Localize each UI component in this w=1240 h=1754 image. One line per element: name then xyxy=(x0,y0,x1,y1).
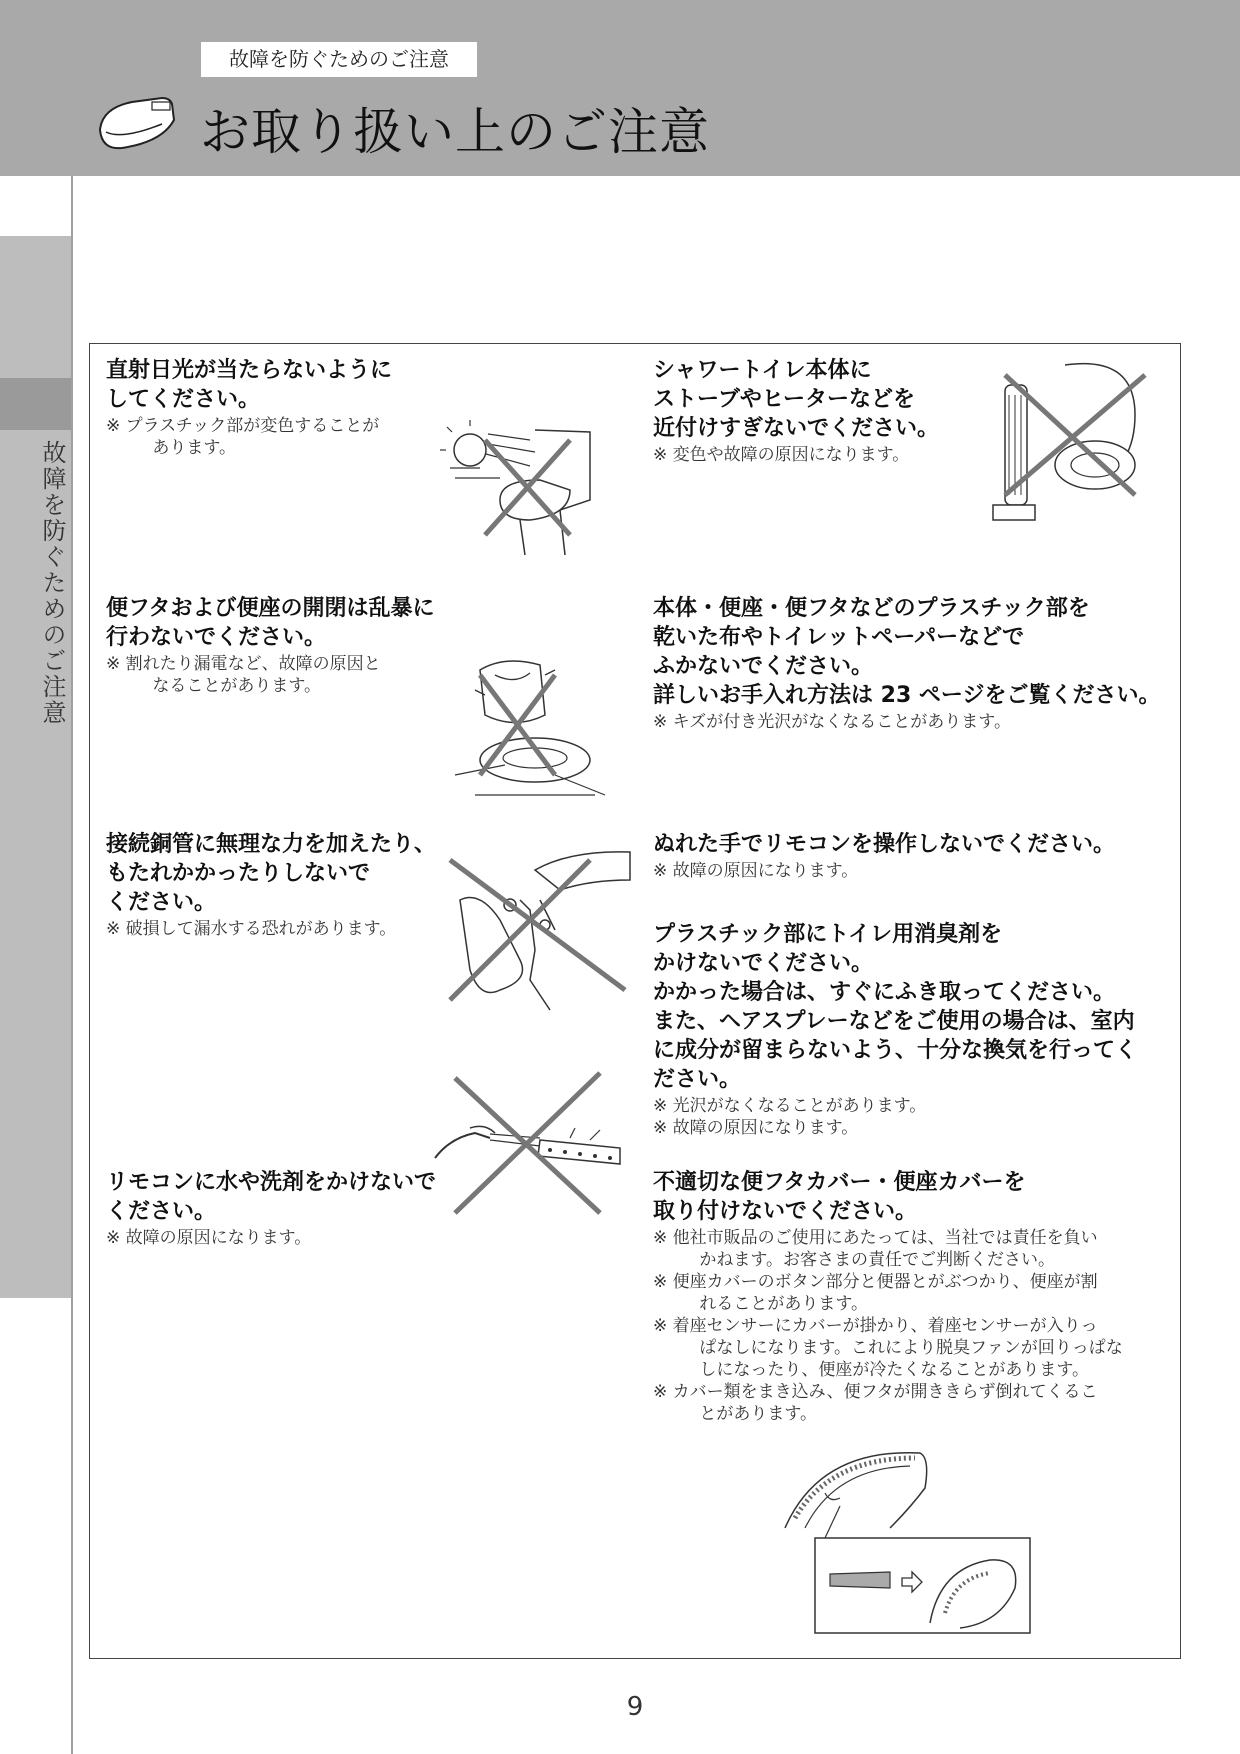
notice-note: ※ 故障の原因になります。 xyxy=(653,1118,859,1138)
notice-note: ※ 割れたり漏電など、故障の原因と なることがあります。 xyxy=(106,654,381,696)
notice-heading: プラスチック部にトイレ用消臭剤を かけないでください。 かかった場合は、すぐにふき取ってください。 また、ヘアスプレーなどをご使用の場合は、室内 に成分が留まらないよう、十分な換気を行ってく ださい。 xyxy=(653,922,1138,1092)
section-label: 故障を防ぐためのご注意 xyxy=(201,42,477,77)
notice-note: ※ 故障の原因になります。 xyxy=(653,861,859,881)
notice-deodorant xyxy=(653,920,1173,1139)
notice-wiping xyxy=(653,594,1173,733)
notice-note: ※ 便座カバーのボタン部分と便器とがぶつかり、便座が割 れることがあります。 xyxy=(653,1272,1098,1314)
page-number: 9 xyxy=(626,1692,644,1722)
water-on-remote-illustration xyxy=(430,1068,625,1218)
toilet-seat-logo-icon xyxy=(92,90,202,160)
margin-rule xyxy=(71,176,73,1754)
notice-note: ※ カバー類をまき込み、便フタが開ききらず倒れてくるこ とがあります。 xyxy=(653,1382,1098,1424)
notice-notes xyxy=(653,1095,1173,1139)
notice-heading: 直射日光が当たらないように してください。 xyxy=(106,358,393,412)
notice-heater xyxy=(653,356,983,466)
notice-covers xyxy=(653,1168,1173,1425)
side-tab-label: 故障を防ぐためのご注意 xyxy=(38,440,66,726)
notice-heading: 便フタおよび便座の開閉は乱暴に 行わないでください。 xyxy=(106,596,435,650)
seat-cover-illustration xyxy=(780,1448,1035,1638)
notice-note: ※ プラスチック部が変色することが あります。 xyxy=(106,416,380,458)
notice-wet-hands xyxy=(653,830,1173,882)
notice-notes xyxy=(653,860,1173,882)
notice-note: ※ キズが付き光沢がなくなることがあります。 xyxy=(653,712,1011,732)
page-title: お取り扱い上のご注意 xyxy=(200,103,710,161)
notice-note: ※ 着座センサーにカバーが掛かり、着座センサーが入りっ ぱなしになります。これにより脱臭ファンが回りっぱな しになったり、便座が冷たくなることがあります。 xyxy=(653,1316,1123,1380)
notice-notes xyxy=(106,1227,446,1249)
notice-notes xyxy=(106,653,446,697)
notice-note: ※ 変色や故障の原因になります。 xyxy=(653,445,910,465)
notice-note: ※ 他社市販品のご使用にあたっては、当社では責任を負い かねます。お客さまの責任でご判断ください。 xyxy=(653,1228,1098,1270)
notice-notes xyxy=(653,444,983,466)
slamming-lid-illustration xyxy=(445,655,615,805)
notice-notes xyxy=(653,1227,1173,1425)
notice-notes xyxy=(653,711,1173,733)
side-tab-marker xyxy=(0,378,72,430)
heater-toilet-illustration xyxy=(985,355,1160,530)
notice-note: ※ 故障の原因になります。 xyxy=(106,1228,312,1248)
notice-heading: 接続銅管に無理な力を加えたり、 もたれかかったりしないで ください。 xyxy=(106,832,437,915)
notice-lid-handling xyxy=(106,594,446,697)
pipe-force-illustration xyxy=(440,840,635,1020)
notice-heading: シャワートイレ本体に ストーブやヒーターなどを 近付けすぎないでください。 xyxy=(653,358,940,441)
notice-heading: ぬれた手でリモコンを操作しないでください。 xyxy=(653,832,1116,857)
notice-copper-pipe xyxy=(106,830,446,940)
notice-heading: 不適切な便フタカバー・便座カバーを 取り付けないでください。 xyxy=(653,1170,1026,1224)
notice-note: ※ 光沢がなくなることがあります。 xyxy=(653,1096,927,1116)
notice-heading: リモコンに水や洗剤をかけないで ください。 xyxy=(106,1170,437,1224)
sunlight-toilet-illustration xyxy=(440,420,615,560)
notice-notes xyxy=(106,918,446,940)
notice-note: ※ 破損して漏水する恐れがあります。 xyxy=(106,919,397,939)
notice-heading: 本体・便座・便フタなどのプラスチック部を 乾いた布やトイレットペーパーなどで ふかないでください。 詳しいお手入れ方法は 23 ページをご覧ください。 xyxy=(653,596,1161,708)
notice-direct-sunlight xyxy=(106,356,446,459)
notice-notes xyxy=(106,415,446,459)
notice-remote-water xyxy=(106,1168,446,1249)
